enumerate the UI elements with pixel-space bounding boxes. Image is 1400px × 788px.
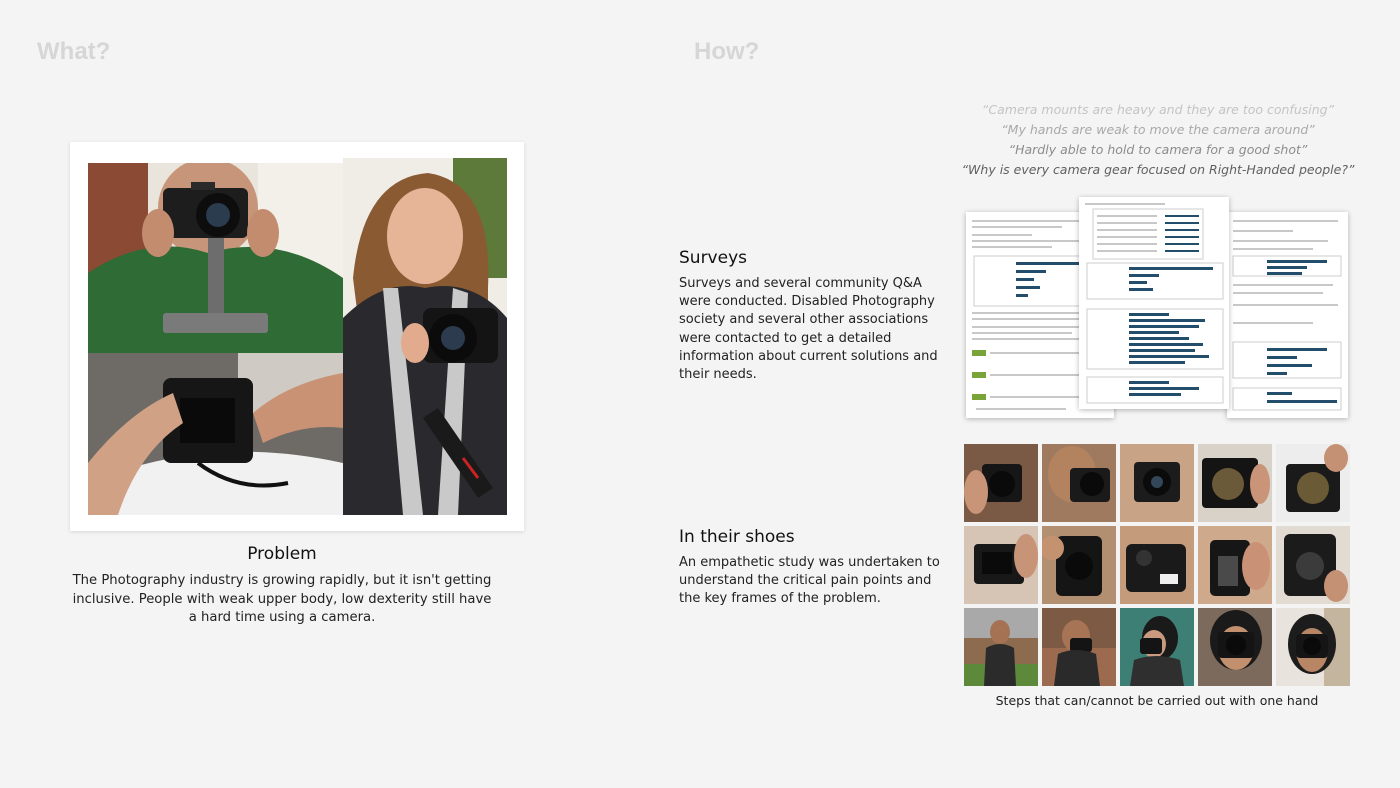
photo-tile <box>1276 526 1350 604</box>
photo-grid-caption: Steps that can/cannot be carried out with one hand <box>995 693 1319 708</box>
problem-photo-collage <box>70 142 524 531</box>
photo-tile <box>1198 608 1272 686</box>
photo-tile <box>964 526 1038 604</box>
photo-tile <box>1120 608 1194 686</box>
photo-man-with-camera-mount <box>88 163 343 353</box>
surveys-title: Surveys <box>679 248 747 268</box>
problem-description: The Photography industry is growing rapidly, but it isn't getting inclusive. People with weak upper body, low dexterity still have a hard time using a camera. <box>72 573 492 625</box>
photo-tile <box>1042 526 1116 604</box>
user-quotes <box>940 100 1376 180</box>
photo-woman-holding-camera <box>343 158 507 515</box>
quote-item: “My hands are weak to move the camera around” <box>1001 122 1315 137</box>
in-their-shoes-title: In their shoes <box>679 527 795 547</box>
photo-tile <box>1276 444 1350 522</box>
photo-tile <box>1276 608 1350 686</box>
quote-item: “Why is every camera gear focused on Right-Handed people?” <box>961 162 1355 177</box>
photo-tile <box>1042 608 1116 686</box>
photo-tile <box>1198 444 1272 522</box>
in-their-shoes-description: An empathetic study was undertaken to understand the critical pain points and the key frames of the problem. <box>679 555 940 607</box>
survey-document-center <box>1079 197 1229 409</box>
photo-tile <box>1042 444 1116 522</box>
photo-hands-holding-camera <box>88 353 343 515</box>
what-heading: What? <box>37 38 111 65</box>
photo-tile <box>964 444 1038 522</box>
one-hand-steps-photo-grid <box>964 444 1350 686</box>
survey-document-right <box>1227 212 1348 418</box>
photo-tile <box>964 608 1038 686</box>
photo-tile <box>1120 444 1194 522</box>
photo-tile <box>1120 526 1194 604</box>
surveys-description: Surveys and several community Q&A were conducted. Disabled Photography society and several other associations were contacted to get a detailed information about current solutions and their needs. <box>679 276 938 383</box>
photo-tile <box>1198 526 1272 604</box>
quote-item: “Camera mounts are heavy and they are too confusing” <box>981 102 1335 117</box>
problem-title: Problem <box>247 544 317 564</box>
quote-item: “Hardly able to hold to camera for a good shot” <box>1008 142 1308 157</box>
how-heading: How? <box>694 38 760 65</box>
